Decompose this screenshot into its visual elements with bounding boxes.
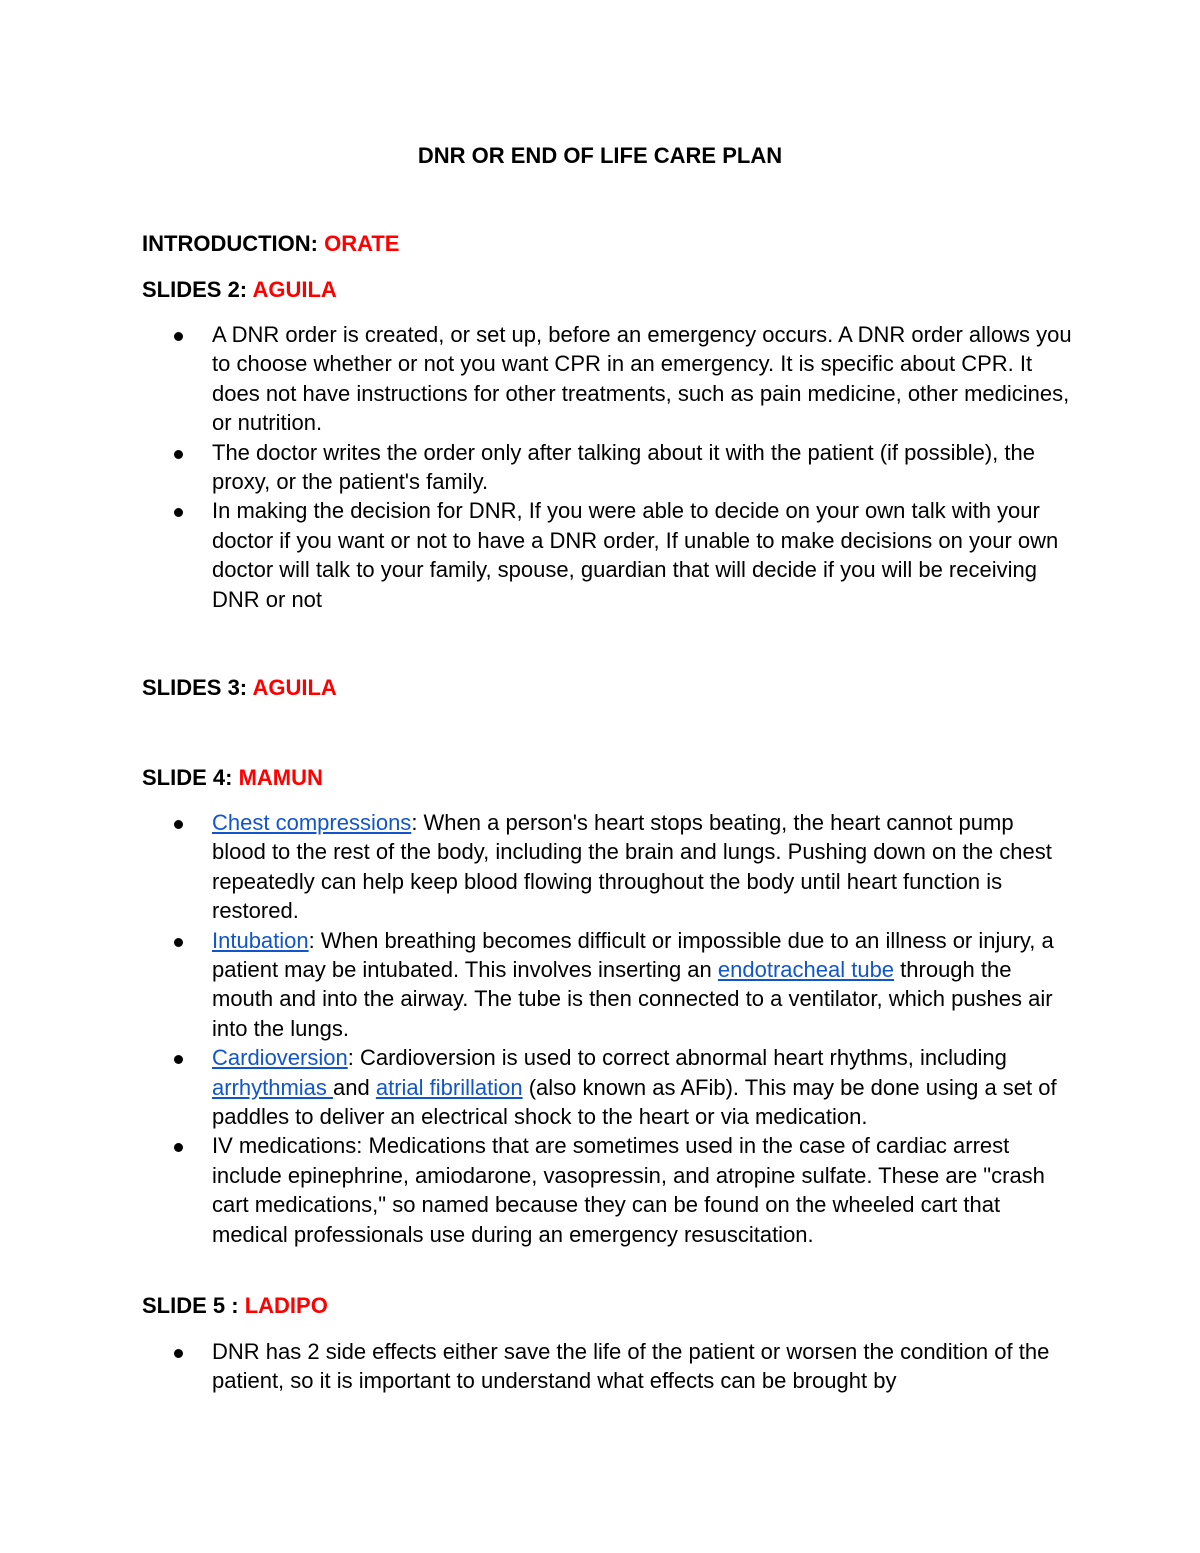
slide2-label: SLIDES 2: (142, 277, 253, 302)
intubation-link[interactable]: Intubation (212, 927, 309, 953)
slide5-presenter: LADIPO (244, 1293, 328, 1318)
list-item: IV medications: Medications that are sometimes used in the case of cardiac arrest include epinephrine, amiodarone, vasopressin, and atropine sulfate. These are "crash cart medications," so named because they can be found on the wheeled cart that medical professionals use during an emergency resuscitation. (212, 1131, 1072, 1249)
slide4-presenter: MAMUN (238, 765, 323, 790)
bullet-icon (174, 1143, 183, 1152)
slide4-heading (142, 764, 323, 792)
slide3-label: SLIDES 3: (142, 675, 253, 700)
slide2-bullet-list (212, 320, 1072, 614)
document-title: DNR OR END OF LIFE CARE PLAN (417, 143, 783, 168)
bullet-icon (174, 332, 183, 341)
slide2-presenter: AGUILA (252, 277, 337, 302)
intro-presenter: ORATE (324, 231, 400, 256)
intro-label: INTRODUCTION: (142, 231, 325, 256)
slide4-bullet-list (212, 808, 1072, 1249)
intro-heading (142, 230, 399, 258)
chest-compressions-link[interactable]: Chest compressions (212, 810, 412, 835)
slide2-heading (142, 276, 337, 304)
slide5-heading (142, 1292, 328, 1320)
bullet-icon (174, 1349, 183, 1358)
list-item: In making the decision for DNR, If you were able to decide on your own talk with your doctor if you want or not to have a DNR order, If unable to make decisions on your own doctor will talk to your family, spouse, guardian that will decide if you will be receiving DNR or not (212, 496, 1072, 614)
arrhythmias-link[interactable]: arrhythmias (212, 1074, 334, 1100)
list-item: Chest compressions: When a person's heart stops beating, the heart cannot pump blood to the rest of the body, including the brain and lungs. Pushing down on the chest repeatedly can help keep blood flowing throughout the body until heart function is restored. (212, 808, 1072, 926)
bullet-icon (174, 820, 183, 829)
slide5-bullet-list (212, 1337, 1072, 1396)
list-item: The doctor writes the order only after talking about it with the patient (if possible), the proxy, or the patient's family. (212, 438, 1072, 497)
list-item: Cardioversion: Cardioversion is used to correct abnormal heart rhythms, including arrhythmias and atrial fibrillation (also known as AFib). This may be done using a set of paddles to deliver an electrical shock to the heart or via medication. (212, 1043, 1072, 1131)
bullet-icon (174, 1055, 183, 1064)
endotracheal-tube-link[interactable]: endotracheal tube (717, 957, 895, 983)
bullet-icon (174, 450, 183, 459)
bullet-icon (174, 508, 183, 517)
slide4-label: SLIDE 4: (142, 765, 239, 790)
bullet-icon (174, 938, 183, 947)
slide3-heading (142, 674, 337, 702)
slide5-label: SLIDE 5 : (142, 1293, 245, 1318)
atrial-fibrillation-link[interactable]: atrial fibrillation (375, 1074, 523, 1100)
list-item: A DNR order is created, or set up, before an emergency occurs. A DNR order allows you to choose whether or not you want CPR in an emergency. It is specific about CPR. It does not have instructions for other treatments, such as pain medicine, other medicines, or nutrition. (212, 320, 1072, 438)
list-item: DNR has 2 side effects either save the life of the patient or worsen the condition of the patient, so it is important to understand what effects can be brought by (212, 1337, 1072, 1396)
slide3-presenter: AGUILA (252, 675, 337, 700)
cardioversion-link[interactable]: Cardioversion (212, 1045, 348, 1071)
list-item: Intubation: When breathing becomes difficult or impossible due to an illness or injury, a patient may be intubated. This involves inserting an endotracheal tube through the mouth and into the airway. The tube is then connected to a ventilator, which pushes air into the lungs. (212, 926, 1072, 1044)
